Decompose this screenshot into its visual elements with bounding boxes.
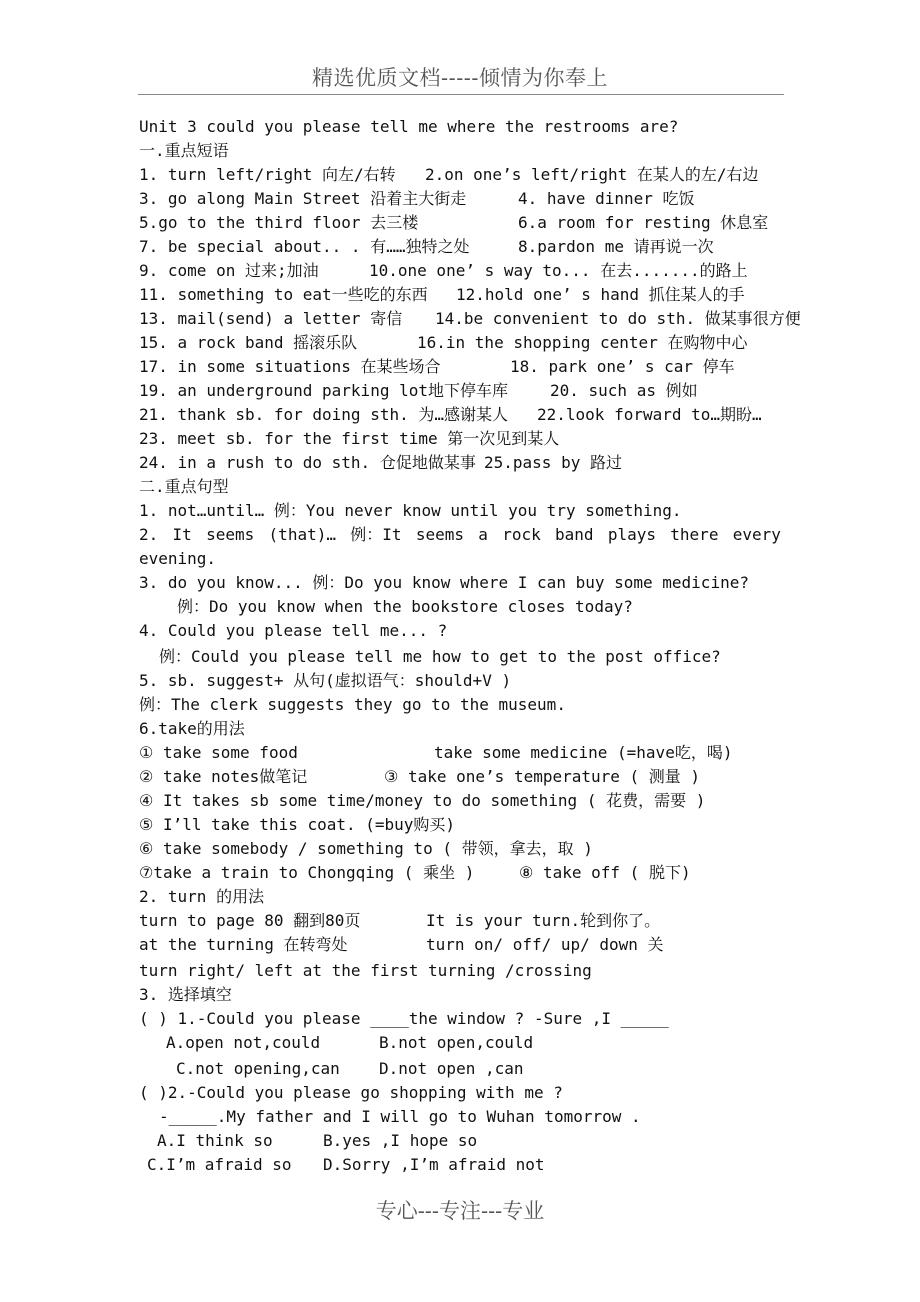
pattern-word: seems [415,525,464,544]
phrases-heading: 一.重点短语 [139,141,229,160]
turn-row [139,960,787,984]
phrase-item: 13. mail(send) a letter 寄信 [139,309,403,328]
take-row [139,742,787,766]
phrase-item: 11. something to eat一些吃的东西 [139,285,428,304]
pattern-example: 例：The clerk suggests they go to the museum. [139,695,566,714]
phrase-item: 4. have dinner 吃饭 [518,189,695,208]
pattern-example: 例：Do you know when the bookstore closes today? [177,597,633,616]
document-body [139,116,801,1178]
turn-heading: 2. turn 的用法 [139,887,265,906]
phrase-item: 25.pass by 路过 [484,453,622,472]
quiz-option: A.I think so [157,1131,273,1150]
quiz-options [139,1130,787,1154]
phrase-row [139,284,787,308]
take-item: ④ It takes sb some time/money to do something ( 花费，需要 ) [139,791,706,810]
pattern-item [139,524,781,548]
take-item: ① take some food [139,743,298,762]
pattern-word: rock [502,525,541,544]
turn-item: turn to page 80 翻到80页 [139,911,361,930]
document-title: Unit 3 could you please tell me where the restrooms are? [139,117,679,136]
take-item: ⑥ take somebody / something to ( 带领，拿去，取 ) [139,839,593,858]
phrase-item: 21. thank sb. for doing sth. 为…感谢某人 [139,405,508,424]
take-item: ⑤ I’ll take this coat. (=buy购买) [139,815,456,834]
pattern-word: (that)… [268,525,336,544]
phrase-row [139,380,787,404]
quiz-question: ( ) 1.-Could you please ____the window ? -Sure ,I _____ [139,1009,669,1028]
pattern-item: 5. sb. suggest+ 从句(虚拟语气：should+V ) [139,671,512,690]
pattern-word: 例：It [350,525,402,544]
pattern-word: seems [206,525,255,544]
phrase-item: 20. such as 例如 [550,381,698,400]
phrase-row [139,356,787,380]
turn-item: It is your turn.轮到你了。 [426,911,661,930]
pattern-word: 2. [139,525,159,544]
quiz-options [139,1154,787,1178]
quiz-question: ( )2.-Could you please go shopping with me ? [139,1083,563,1102]
phrase-row [139,188,787,212]
quiz-option: C.not opening,can [176,1059,340,1078]
phrase-item: 19. an underground parking lot地下停车库 [139,381,508,400]
quiz-option: B.not open,could [379,1033,534,1052]
pattern-word: a [478,525,488,544]
pattern-word: every [732,525,781,544]
phrase-item: 24. in a rush to do sth. 仓促地做某事 [139,453,476,472]
phrase-item: 3. go along Main Street 沿着主大街走 [139,189,467,208]
turn-item: turn on/ off/ up/ down 关 [426,935,664,954]
take-item: ⑧ take off ( 脱下) [519,863,691,882]
pattern-word: there [670,525,719,544]
phrase-row [139,164,787,188]
phrase-item: 8.pardon me 请再说一次 [518,237,714,256]
phrase-row [139,236,787,260]
quiz-options [139,1032,787,1058]
phrase-item: 16.in the shopping center 在购物中心 [417,333,748,352]
phrase-item: 1. turn left/right 向左/右转 [139,165,396,184]
phrase-item: 15. a rock band 摇滚乐队 [139,333,358,352]
pattern-word: band [555,525,594,544]
pattern-item: 4. Could you please tell me... ? [139,621,448,640]
header-rule [138,94,784,95]
take-item: ③ take one’s temperature ( 测量 ) [384,767,701,786]
phrase-row [139,212,787,236]
phrase-row [139,428,787,452]
pattern-item: 1. not…until… 例：You never know until you try something. [139,501,682,520]
phrase-row [139,308,801,332]
take-row [139,766,787,790]
turn-item: turn right/ left at the first turning /crossing [139,961,592,980]
phrase-item: 23. meet sb. for the first time 第一次见到某人 [139,429,560,448]
page-header: 精选优质文档-----倾情为你奉上 [312,66,608,90]
quiz-option: D.not open ,can [379,1059,524,1078]
page-footer: 专心---专注---专业 [375,1199,545,1223]
pattern-item: 3. do you know... 例：Do you know where I can buy some medicine? [139,573,749,592]
pattern-example: 例：Could you please tell me how to get to the post office? [159,647,721,666]
phrase-item: 9. come on 过来;加油 [139,261,319,280]
phrase-row [139,332,787,356]
take-item: ② take notes做笔记 [139,767,308,786]
quiz-heading: 3. 选择填空 [139,985,232,1004]
take-row [139,838,787,862]
take-item: ⑦take a train to Chongqing ( 乘坐 ) [139,863,475,882]
quiz-option: B.yes ,I hope so [323,1131,478,1150]
phrase-item: 14.be convenient to do sth. 做某事很方便 [435,309,801,328]
phrase-item: 6.a room for resting 休息室 [518,213,769,232]
quiz-option: A.open not,could [166,1033,321,1052]
phrase-row [139,404,787,428]
phrase-item: 10.one one’ s way to... 在去.......的路上 [369,261,748,280]
pattern-continuation: evening. [139,549,217,568]
phrase-item: 17. in some situations 在某些场合 [139,357,441,376]
quiz-option: D.Sorry ,I’m afraid not [323,1155,545,1174]
take-row [139,814,787,838]
phrase-item: 12.hold one’ s hand 抓住某人的手 [456,285,745,304]
turn-item: at the turning 在转弯处 [139,935,348,954]
patterns-heading: 二.重点句型 [139,477,229,496]
phrase-item: 22.look forward to…期盼… [537,405,762,424]
phrase-item: 18. park one’ s car 停车 [510,357,735,376]
turn-row [139,934,787,960]
quiz-option: C.I’m afraid so [147,1155,292,1174]
phrase-item: 7. be special about.. . 有……独特之处 [139,237,470,256]
turn-row [139,910,787,934]
pattern-word: plays [607,525,656,544]
take-row [139,790,787,814]
quiz-options [139,1058,787,1082]
pattern-word: It [172,525,192,544]
phrase-item: 2.on one’s left/right 在某人的左/右边 [425,165,759,184]
phrase-row [139,452,787,476]
take-heading: 6.take的用法 [139,719,245,738]
phrase-row [139,260,787,284]
quiz-line: -_____.My father and I will go to Wuhan tomorrow . [159,1107,641,1126]
take-item: take some medicine (=have吃，喝) [434,743,733,762]
take-row [139,862,787,886]
phrase-item: 5.go to the third floor 去三楼 [139,213,419,232]
